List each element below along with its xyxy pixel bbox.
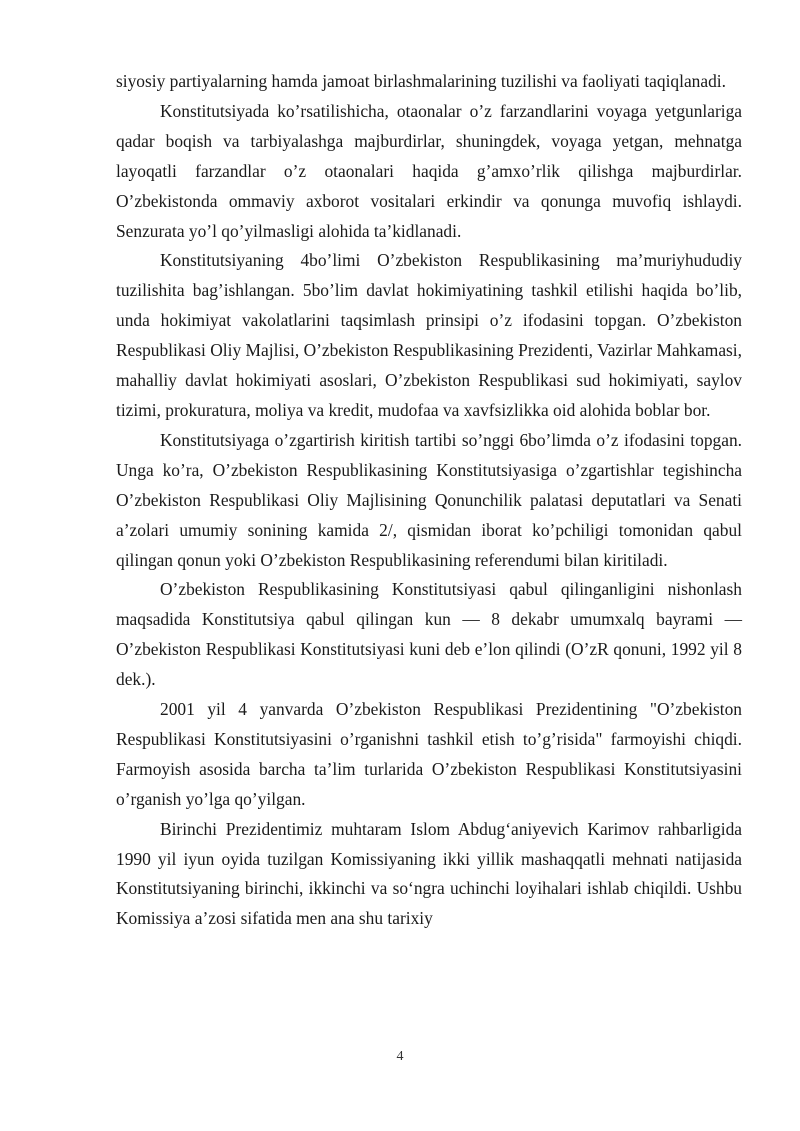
paragraph-constitution-structure: Konstitutsiyaning 4bo’limi O’zbekiston Respublikasining ma’muriyhududiy tuzilishita bag’ishlangan. 5bo’lim davlat hokimiyatining tashkil etilishi haqida bo’lib, unda hokimiyat vakolatlarini taqsimlash prinsipi o’z ifodasini topgan. O’zbekiston Respublikasi Oliy Majlisi, O’zbekiston Respublikasining Prezidenti, Vazirlar Mahkamasi, mahalliy davlat hokimiyati asoslari, O’zbekiston Respublikasi sud hokimiyati, saylov tizimi, prokuratura, moliya va kredit, mudofaa va xavfsizlikka oid alohida boblar bor. [116, 250, 742, 420]
paragraph-presidential-decree: 2001 yil 4 yanvarda O’zbekiston Respublikasi Prezidentining "O’zbekiston Respublikasi Konstitutsiyasini o’rganishni tashkil etish to’g’risida" farmoyishi chiqdi. Farmoyish asosida barcha ta’lim turlarida O’zbekiston Respublikasi Konstitutsiyasini o’rganish yo’lga qo’yilgan. [116, 699, 742, 809]
page-number: 4 [396, 1049, 404, 1064]
paragraph-parental-duties: Konstitutsiyada ko’rsatilishicha, otaonalar o’z farzandlarini voyaga yetgunlariga qadar boqish va tarbiyalashga majburdirlar, shuningdek, voyaga yetgan, mehnatga layoqatli farzandlar o’z otaonalari haqida g’amxo’rlik qilishga majburdirlar. O’zbekistonda ommaviy axborot vositalari erkindir va qonunga muvofiq ishlaydi. Senzurata yo’l qo’yilmasligi alohida ta’kidlanadi. [116, 100, 742, 241]
document-body [116, 67, 742, 934]
paragraph-continuation: siyosiy partiyalarning hamda jamoat birlashmalarining tuzilishi va faoliyati taqiqlanadi. [116, 71, 726, 91]
paragraph-constitution-day: O’zbekiston Respublikasining Konstitutsiyasi qabul qilinganligini nishonlash maqsadida Konstitutsiya qabul qilingan kun — 8 dekabr umumxalq bayrami — O’zbekiston Respublikasi Konstitutsiyasi kuni deb e’lon qilindi (O’zR qonuni, 1992 yil 8 dek.). [116, 579, 742, 690]
paragraph-commission: Birinchi Prezidentimiz muhtaram Islom Abdug‘aniyevich Karimov rahbarligida 1990 yil iyun oyida tuzilgan Komissiyaning ikki yillik mashaqqatli mehnati natijasida Konstitutsiyaning birinchi, ikkinchi va so‘ngra uchinchi loyihalari ishlab chiqildi. Ushbu Komissiya a’zosi sifatida men ana shu tarixiy [116, 818, 742, 929]
paragraph-amendment-procedure: Konstitutsiyaga o’zgartirish kiritish tartibi so’nggi 6bo’limda o’z ifodasini topgan. Unga ko’ra, O’zbekiston Respublikasining Konstitutsiyasiga o’zgartishlar tegishincha O’zbekiston Respublikasi Oliy Majlisining Qonunchilik palatasi deputatlari va Senati a’zolari umumiy sonining kamida 2/, qismidan iborat ko’pchiligi tomonidan qabul qilingan qonun yoki O’zbekiston Respublikasining referendumi bilan kiritiladi. [116, 429, 742, 570]
